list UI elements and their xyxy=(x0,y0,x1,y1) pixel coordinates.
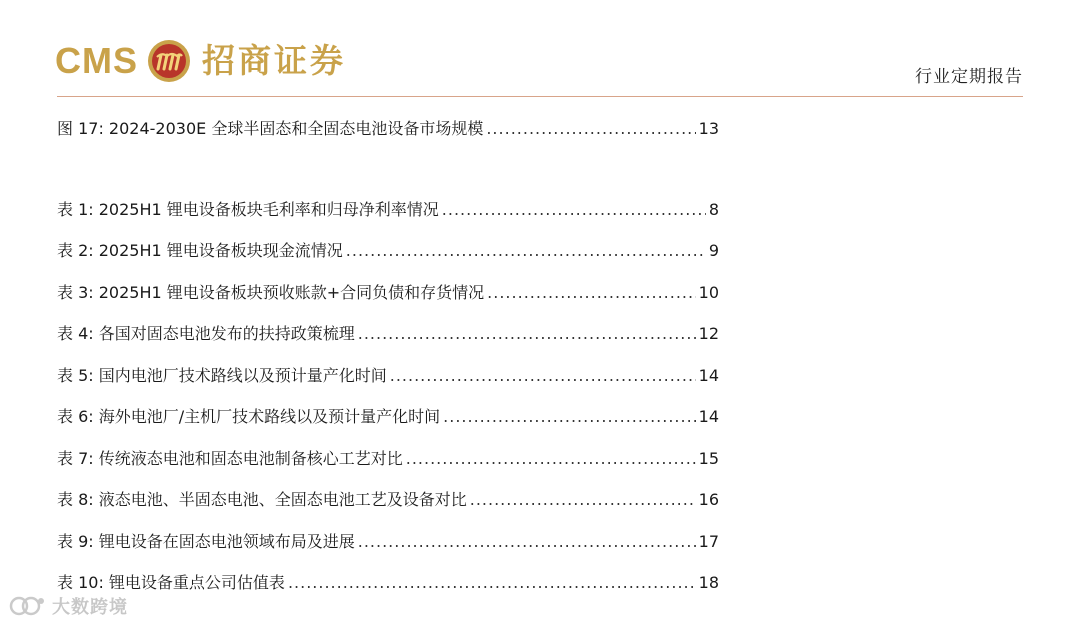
toc-dot-leader xyxy=(288,568,696,598)
toc-entry-title: 表 1: 2025H1 锂电设备板块毛利率和归母净利率情况 xyxy=(57,200,439,219)
toc-entry[interactable] xyxy=(57,195,719,225)
toc-entry-page: 12 xyxy=(698,324,719,343)
toc-entry[interactable] xyxy=(57,361,719,391)
toc-entry-page: 8 xyxy=(708,200,719,219)
toc-entry-page: 15 xyxy=(698,449,719,468)
toc-entry-title: 表 10: 锂电设备重点公司估值表 xyxy=(57,573,285,592)
toc-dot-leader xyxy=(487,278,695,308)
toc-entry-title: 图 17: 2024-2030E 全球半固态和全固态电池设备市场规模 xyxy=(57,119,484,138)
toc-entry[interactable] xyxy=(57,319,719,349)
toc-dot-leader xyxy=(346,236,706,266)
toc-entry-page: 10 xyxy=(698,283,719,302)
watermark xyxy=(8,592,128,620)
toc-entry-page: 14 xyxy=(698,407,719,426)
cms-logo xyxy=(55,36,346,86)
toc-entry[interactable] xyxy=(57,278,719,308)
toc-dot-leader xyxy=(486,114,695,144)
page-header xyxy=(0,0,1080,100)
toc-entry-title: 表 6: 海外电池厂/主机厂技术路线以及预计量产化时间 xyxy=(57,407,441,426)
toc-entry-title: 表 7: 传统液态电池和固态电池制备核心工艺对比 xyxy=(57,449,403,468)
report-type-label: 行业定期报告 xyxy=(915,67,1023,87)
toc-dot-leader xyxy=(443,402,696,432)
toc-entry[interactable] xyxy=(57,485,719,515)
toc-dot-leader xyxy=(406,444,696,474)
toc-entry[interactable] xyxy=(57,236,719,266)
logo-latin-text: CMS xyxy=(55,40,138,81)
toc-entry-page: 17 xyxy=(698,532,719,551)
watermark-text: 大数跨境 xyxy=(52,597,128,618)
toc-entry[interactable] xyxy=(57,402,719,432)
toc-entry[interactable] xyxy=(57,568,719,598)
toc-dot-leader xyxy=(358,527,696,557)
toc-entry-title: 表 4: 各国对固态电池发布的扶持政策梳理 xyxy=(57,324,355,343)
header-divider xyxy=(57,96,1023,97)
toc-entry-title: 表 8: 液态电池、半固态电池、全固态电池工艺及设备对比 xyxy=(57,490,467,509)
toc-entry-page: 13 xyxy=(698,119,719,138)
toc-dot-leader xyxy=(390,361,696,391)
toc-entry-title: 表 2: 2025H1 锂电设备板块现金流情况 xyxy=(57,241,343,260)
toc-entry[interactable] xyxy=(57,527,719,557)
logo-emblem-icon xyxy=(146,38,192,84)
watermark-logo-icon xyxy=(8,592,48,620)
toc-entry-page: 9 xyxy=(708,241,719,260)
toc-entry-title: 表 9: 锂电设备在固态电池领域布局及进展 xyxy=(57,532,355,551)
toc-dot-leader xyxy=(442,195,706,225)
toc-entry-title: 表 3: 2025H1 锂电设备板块预收账款+合同负债和存货情况 xyxy=(57,283,485,302)
toc-entry[interactable] xyxy=(57,114,719,144)
toc-entry-page: 14 xyxy=(698,366,719,385)
logo-chinese-text: 招商证券 xyxy=(202,41,346,80)
toc-entry-page: 16 xyxy=(698,490,719,509)
toc-entry[interactable] xyxy=(57,444,719,474)
toc-dot-leader xyxy=(470,485,696,515)
toc-entry-page: 18 xyxy=(698,573,719,592)
toc-dot-leader xyxy=(358,319,696,349)
toc-entry-title: 表 5: 国内电池厂技术路线以及预计量产化时间 xyxy=(57,366,387,385)
